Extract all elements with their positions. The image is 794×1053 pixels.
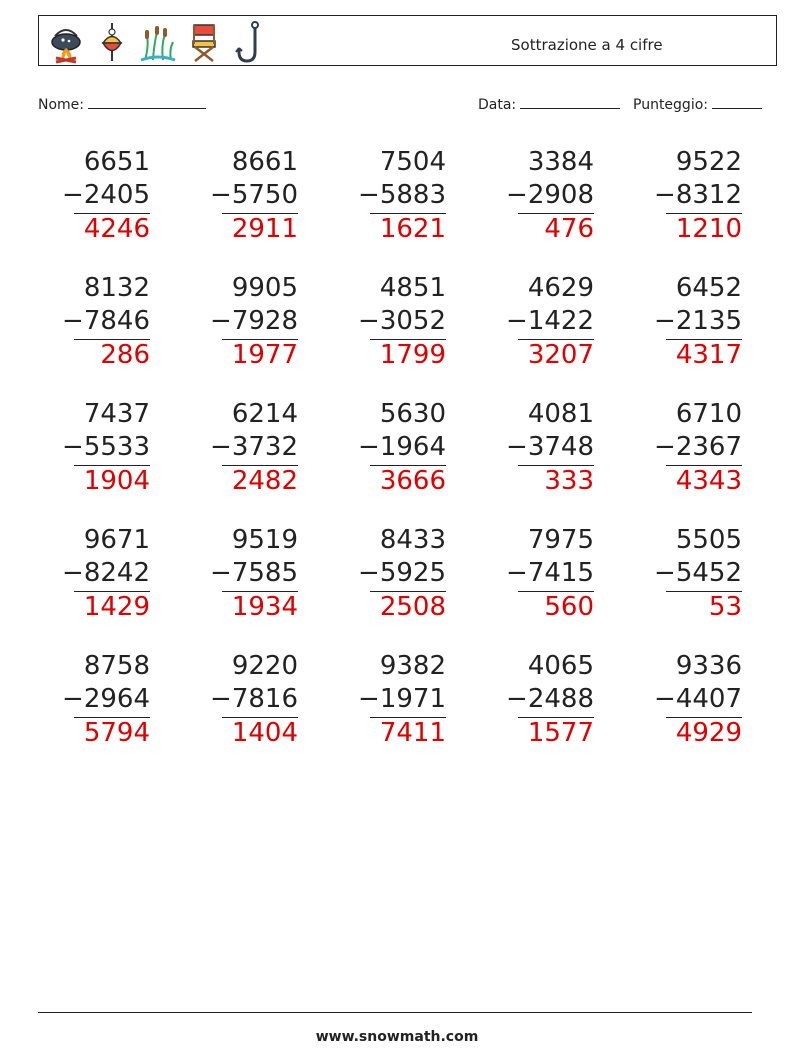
answer-line bbox=[370, 717, 446, 718]
minuend: 6214 bbox=[231, 399, 298, 429]
answer: 3666 bbox=[379, 466, 446, 496]
subtrahend: −5750 bbox=[210, 180, 298, 210]
answer-line bbox=[74, 717, 150, 718]
subtrahend: −2405 bbox=[62, 180, 150, 210]
minuend: 9905 bbox=[231, 273, 298, 303]
minuend: 6452 bbox=[675, 273, 742, 303]
problem-6 bbox=[38, 272, 186, 398]
answer: 4929 bbox=[675, 718, 742, 748]
footer-site: www.snowmath.com bbox=[315, 1029, 479, 1045]
answer: 1404 bbox=[231, 718, 298, 748]
answer-line bbox=[666, 465, 742, 466]
subtrahend: −8312 bbox=[654, 180, 742, 210]
score-blank bbox=[712, 94, 762, 109]
answer-line bbox=[518, 339, 594, 340]
answer-line bbox=[518, 591, 594, 592]
answer: 333 bbox=[544, 466, 594, 496]
answer-line bbox=[222, 339, 298, 340]
cooking-pot-campfire-icon bbox=[47, 20, 85, 64]
subtrahend: −2135 bbox=[654, 306, 742, 336]
subtrahend: −7846 bbox=[62, 306, 150, 336]
subtrahend: −3748 bbox=[506, 432, 594, 462]
minuend: 8132 bbox=[83, 273, 150, 303]
score-label: Punteggio: bbox=[633, 97, 708, 113]
subtrahend: −2367 bbox=[654, 432, 742, 462]
minuend: 9220 bbox=[231, 651, 298, 681]
header-box bbox=[38, 15, 777, 66]
problem-16 bbox=[38, 524, 186, 650]
problem-23 bbox=[334, 650, 482, 776]
minuend: 7437 bbox=[83, 399, 150, 429]
problem-22 bbox=[186, 650, 334, 776]
minuend: 7504 bbox=[379, 147, 446, 177]
answer: 4343 bbox=[675, 466, 742, 496]
minuend: 8758 bbox=[83, 651, 150, 681]
worksheet-title: Sottrazione a 4 cifre bbox=[511, 36, 663, 54]
minuend: 6710 bbox=[675, 399, 742, 429]
date-label: Data: bbox=[478, 97, 517, 113]
fishing-float-icon bbox=[93, 20, 131, 64]
minuend: 5630 bbox=[379, 399, 446, 429]
subtrahend: −3052 bbox=[358, 306, 446, 336]
minuend: 4065 bbox=[527, 651, 594, 681]
problem-20 bbox=[630, 524, 778, 650]
minuend: 6651 bbox=[83, 147, 150, 177]
answer: 1577 bbox=[527, 718, 594, 748]
answer: 1621 bbox=[379, 214, 446, 244]
answer-line bbox=[370, 339, 446, 340]
problem-grid bbox=[38, 146, 778, 776]
answer: 5794 bbox=[83, 718, 150, 748]
subtrahend: −3732 bbox=[210, 432, 298, 462]
answer: 2482 bbox=[231, 466, 298, 496]
name-blank bbox=[88, 94, 206, 109]
subtrahend: −2908 bbox=[506, 180, 594, 210]
answer: 1210 bbox=[675, 214, 742, 244]
answer: 4317 bbox=[675, 340, 742, 370]
answer: 476 bbox=[544, 214, 594, 244]
problem-14 bbox=[482, 398, 630, 524]
answer-line bbox=[666, 339, 742, 340]
minuend: 9522 bbox=[675, 147, 742, 177]
problem-2 bbox=[186, 146, 334, 272]
minuend: 3384 bbox=[527, 147, 594, 177]
answer-line bbox=[222, 717, 298, 718]
subtrahend: −5533 bbox=[62, 432, 150, 462]
problem-3 bbox=[334, 146, 482, 272]
problem-9 bbox=[482, 272, 630, 398]
subtrahend: −8242 bbox=[62, 558, 150, 588]
minuend: 7975 bbox=[527, 525, 594, 555]
answer: 2508 bbox=[379, 592, 446, 622]
answer: 4246 bbox=[83, 214, 150, 244]
answer-line bbox=[666, 717, 742, 718]
answer-line bbox=[518, 213, 594, 214]
answer-line bbox=[518, 465, 594, 466]
answer: 1429 bbox=[83, 592, 150, 622]
minuend: 4851 bbox=[379, 273, 446, 303]
subtrahend: −1971 bbox=[358, 684, 446, 714]
answer-line bbox=[74, 213, 150, 214]
minuend: 9671 bbox=[83, 525, 150, 555]
problem-8 bbox=[334, 272, 482, 398]
answer: 286 bbox=[100, 340, 150, 370]
minuend: 9382 bbox=[379, 651, 446, 681]
subtrahend: −7928 bbox=[210, 306, 298, 336]
problem-18 bbox=[334, 524, 482, 650]
minuend: 5505 bbox=[675, 525, 742, 555]
subtrahend: −5883 bbox=[358, 180, 446, 210]
minuend: 9519 bbox=[231, 525, 298, 555]
icon-strip bbox=[47, 20, 269, 64]
subtrahend: −4407 bbox=[654, 684, 742, 714]
name-label: Nome: bbox=[38, 97, 85, 113]
problem-4 bbox=[482, 146, 630, 272]
problem-19 bbox=[482, 524, 630, 650]
subtrahend: −7415 bbox=[506, 558, 594, 588]
answer: 560 bbox=[544, 592, 594, 622]
problem-21 bbox=[38, 650, 186, 776]
subtrahend: −1422 bbox=[506, 306, 594, 336]
date-field bbox=[478, 94, 620, 113]
subtrahend: −1964 bbox=[358, 432, 446, 462]
minuend: 8661 bbox=[231, 147, 298, 177]
answer-line bbox=[666, 213, 742, 214]
minuend: 8433 bbox=[379, 525, 446, 555]
camping-chair-icon bbox=[185, 20, 223, 64]
answer-line bbox=[222, 591, 298, 592]
minuend: 4081 bbox=[527, 399, 594, 429]
answer: 2911 bbox=[231, 214, 298, 244]
problem-7 bbox=[186, 272, 334, 398]
minuend: 4629 bbox=[527, 273, 594, 303]
score-field bbox=[633, 94, 762, 113]
subtrahend: −7585 bbox=[210, 558, 298, 588]
problem-15 bbox=[630, 398, 778, 524]
problem-11 bbox=[38, 398, 186, 524]
subtrahend: −2488 bbox=[506, 684, 594, 714]
answer-line bbox=[222, 213, 298, 214]
answer-line bbox=[74, 465, 150, 466]
date-blank bbox=[520, 94, 620, 109]
fish-hook-icon bbox=[231, 20, 269, 64]
subtrahend: −5925 bbox=[358, 558, 446, 588]
answer: 3207 bbox=[527, 340, 594, 370]
problem-24 bbox=[482, 650, 630, 776]
answer: 53 bbox=[708, 592, 742, 622]
answer-line bbox=[518, 717, 594, 718]
name-field bbox=[38, 94, 206, 113]
problem-17 bbox=[186, 524, 334, 650]
problem-12 bbox=[186, 398, 334, 524]
answer-line bbox=[370, 591, 446, 592]
reeds-icon bbox=[139, 20, 177, 64]
footer-divider bbox=[38, 1012, 752, 1013]
subtrahend: −2964 bbox=[62, 684, 150, 714]
answer-line bbox=[222, 465, 298, 466]
answer-line bbox=[666, 591, 742, 592]
subtrahend: −5452 bbox=[654, 558, 742, 588]
problem-10 bbox=[630, 272, 778, 398]
problem-25 bbox=[630, 650, 778, 776]
answer-line bbox=[74, 339, 150, 340]
answer-line bbox=[74, 591, 150, 592]
minuend: 9336 bbox=[675, 651, 742, 681]
answer-line bbox=[370, 465, 446, 466]
answer: 1799 bbox=[379, 340, 446, 370]
problem-5 bbox=[630, 146, 778, 272]
subtrahend: −7816 bbox=[210, 684, 298, 714]
answer: 1904 bbox=[83, 466, 150, 496]
answer: 1977 bbox=[231, 340, 298, 370]
answer-line bbox=[370, 213, 446, 214]
answer: 7411 bbox=[379, 718, 446, 748]
problem-1 bbox=[38, 146, 186, 272]
answer: 1934 bbox=[231, 592, 298, 622]
problem-13 bbox=[334, 398, 482, 524]
